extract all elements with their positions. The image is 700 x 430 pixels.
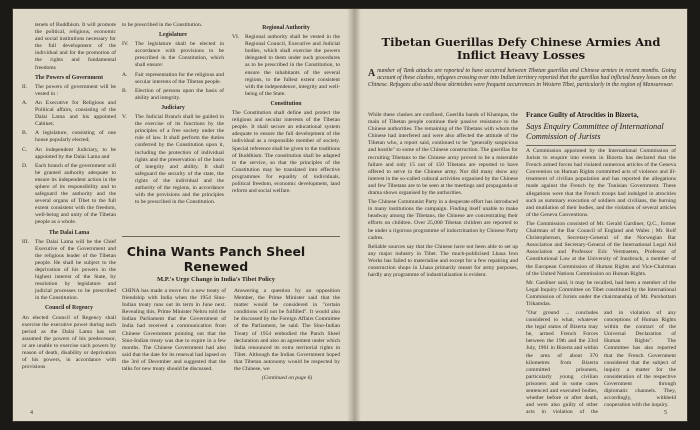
paragraph: The Chinese Communist Party in a desperate effort has introduced in many institutions the campaign. Finding itself unable to make headway among the Tibetans, the Chinese are concentrating their efforts on children. Over 25,000 Tibetan children are reported to be under a rigorous programme of indoctrination by Chinese Party cadres.	[368, 199, 518, 241]
item-number: VI.	[232, 34, 240, 41]
divider-rule	[122, 236, 340, 237]
item-number: V.	[122, 114, 127, 121]
item-text: The powers of government will be vested in :	[35, 83, 116, 97]
guerillas-lead	[368, 68, 676, 89]
section-heading-regency: Council of Regency	[45, 305, 93, 312]
item-number: B.	[22, 130, 28, 137]
item-number: B.	[122, 87, 128, 94]
clause	[22, 100, 116, 128]
panch-sheel-col-a	[122, 288, 226, 408]
clause	[122, 114, 224, 206]
item-text: The Dalai Lama will be the Chief Executive of the Government and the religious leader of the Tibetan people. He shall be subject to the deprivation of his powers in the highest interest of the State, by resolution by legislature and judicial processes to be prescribed in the Constitution.	[35, 238, 116, 302]
item-number: IV.	[122, 41, 129, 48]
item-text: tenets of Buddhism. It will promote the political, religious, economic and social institutions necessary for the full development of the individual and for the promotion of the rights and fundamental freedoms	[35, 22, 116, 71]
col2-top-text: to be prescribed in the Constitution.	[122, 22, 203, 28]
france-text-a: "Our ground ... concludes considered to what, whatever the legal status of Bizerta may be, armed French Forces between the 19th and the 23rd July, 1961 in Bizerta and within the area of about 370 kilometres from Bizerta committed prisoners, particularly young civilian prisoners and in some cases sentenced and executed bodies, whether before or after death, and were also guilty of other acts in violation of the	[526, 310, 598, 414]
clause	[22, 22, 116, 72]
section-heading-judiciary: Judiciary	[161, 104, 185, 111]
panch-sheel-text-b: Answering a question by an opposition Member, the Prime Minister said that the matter would be considered in "certain conditions will not be fulfilled". It would also be discussed by the Foreign Affairs Committee of the Parliament, he said. The Sino-Indian Treaty of 1954 embodied the Panch Sheel declaration and also an agreement under which India renounced its extra territorial rights in Tibet. Although the Indian Government hoped that Tibetan autonomy would be respected by the Chinese, we	[234, 288, 340, 373]
clause	[122, 41, 224, 69]
left-column-1	[22, 22, 116, 382]
section-heading-legislature: Legislature	[159, 32, 187, 39]
item-number: III.	[22, 238, 29, 245]
item-text: An independent Judiciary, to be appointed by the Dalai Lama and	[35, 146, 116, 160]
continued-note: (Continued on page 6)	[261, 375, 313, 382]
france-rule	[526, 145, 676, 146]
guerillas-body	[368, 112, 518, 412]
paragraph: Reliable sources say that the Chinese have not been able to set up any major industry in Tibet. The much-publicised Lhasa Iron Works has failed to materialise and except for a few repairing and construction shops in Lhasa primarily meant for army purposes, hardly any programme of industrialisation is evident.	[368, 243, 518, 279]
panch-sheel-text-a: CHINA has made a move for a new treaty of friendship with India when the 1954 Sino-Indian treaty runs out its term in June next. Revealing this, Prime Minister Nehru told the Indian Parliament that the Government of India had received a communication from Chinese Government pointing out that the Sino-Indian treaty was due to expire in a few months. The Chinese Government had also said that the date for its renewal had lapsed on the 3rd of December and suggested that the talks for new treaty should be discussed.	[122, 288, 226, 373]
left-column-3	[232, 22, 340, 230]
france-body	[526, 148, 676, 310]
item-number: A.	[22, 99, 28, 106]
france-col-a	[526, 310, 598, 414]
section-heading-constitution: Constitution	[270, 100, 302, 107]
item-number	[22, 22, 32, 72]
page-number-left: 4	[30, 410, 33, 416]
item-text: A legislature, consisting of one house popularly elected;	[35, 130, 116, 144]
item-text: Fair representation for the religious and secular interests of the Tibetan people.	[135, 71, 224, 85]
clause	[232, 34, 340, 98]
item-number: D.	[22, 162, 28, 169]
panch-sheel-col-b	[234, 288, 340, 408]
page-number-right: 5	[664, 410, 667, 416]
clause	[22, 163, 116, 227]
guerillas-headline: Tibetan Guerillas Defy Chinese Armies And Inflict Heavy Losses	[381, 35, 661, 62]
item-text: An Executive for Religious and Political affairs, consisting of the Dalai Lama and his appointed Cabinet;	[35, 99, 116, 128]
section-heading-powers: The Powers of Government	[34, 74, 104, 81]
left-column-2	[122, 22, 224, 230]
france-subheadline: Says Enquiry Committee of International Commission of Jurists	[526, 122, 664, 141]
france-headline: France Guilty of Atrocities in Bizerta,	[526, 111, 639, 119]
clause	[22, 147, 116, 161]
item-number: A.	[122, 71, 128, 78]
paragraph: The Commission consisted of Mr. Gerald Gardiner, Q.C., former Chairman of the Bar Council of England and Wales ; Mr. Rolf Christophersen, Secretary-General of the Norwegian Bar Association and Secretary-General of the International Legal Aid Association and Professor Eric Verstraeten, Professor of Constitutional Law at the University of Innsbruck, a member of the European Commission of Human Rights and Vice-Chairman of the United Nations Commission on Human Rights.	[526, 220, 676, 277]
item-text: Each branch of the government will be granted authority adequate to ensure its independent action in the sphere of its responsibility and to safeguard the authority and the several organs of Tibet to the full extent consistent with the freedom, well-being and unity of the Tibetan people as a whole.	[35, 162, 116, 226]
france-text-b: and in violation of any conceptions of Human Rights within the contract of the Universal Declaration of Human Rights". The Committee has also reported that the French Government considered that the subject of inquiry a matter for the consideration of the respective Government through diplomatic channels. They, accordingly, withheld cooperation with the inquiry.	[604, 310, 676, 409]
item-number: II.	[22, 83, 28, 90]
item-text: Election of persons upon the basis of ability and integrity.	[135, 87, 224, 101]
item-number: C.	[22, 146, 28, 153]
magazine-spread	[12, 8, 688, 422]
drop-cap: A	[368, 68, 376, 79]
item-text: The Judicial Branch shall be guided in the exercise of its functions by the principles of a free society under the rule of law. It shall perform the duties conferred by the Constitution upon it, including the protection of individual rights and the preservation of the basis of integrity and ability. It shall safeguard the security of the state, the rights of the individual and the authority of the regions, in accordance with the provisions and the principles to be prescribed in the Constitution.	[135, 114, 224, 206]
paragraph: A Commission appointed by the International Commission of Jurists to enquire into events in Bizerta has declared that the French armed forces had violated numerous articles of the Geneva Convention on Human Rights committed acts of violence and ill-treatment of civilian population and has reported the allegations made against the French by the Tunisian Government. These allegations were that the French troops had indulged in atrocities such as summary execution of soldiers and civilians, the burning and mutilation of their bodies, and the violation of several articles of the Geneva Conventions.	[526, 148, 676, 218]
section-heading-regional: Regional Authority	[262, 25, 310, 31]
paragraph: Mr. Gardiner said, it may be recalled, had been a member of the Legal Inquiry Committee on Tibet constituted by the International Commission of Jurists under the chairmanship of Mr. Purshottam Trikamdas.	[526, 279, 676, 307]
section-heading-dalai-lama: The Dalai Lama	[48, 229, 90, 236]
panch-sheel-headline: China Wants Panch Sheel Renewed	[126, 244, 306, 274]
clause	[22, 84, 116, 98]
left-page	[12, 8, 354, 422]
right-page	[354, 8, 688, 422]
regency-text: An elected Council of Regency shall exercise the executive power during such period as the Dalai Lama has not assumed the powers of his predecessor, or are unable to exercise such powers by reason of death, disability or deprivation of his powers, in accordance with provisions	[22, 314, 116, 371]
lead-text: number of Tank attacks are reported to have occurred between Tibetan guerillas and Chinese armies in recent months. Going account of these clashes, refugees crossing over into Indian territory reported that the guerillas had inflicted heavy losses on the Chinese. Refugees also said those skirmishes were frequent occurrences in Western Tibet, particularly in the region of Mansarowar.	[368, 68, 676, 88]
item-text: Regional authority shall be vested in the Regional Council, Executive and Judicial bodies, which shall exercise the powers delegated to them under such procedures as to be prescribed in the Constitution, to ensure the inhabitants of the several regions, to the fullest extent consistent with the independence, integrity and well-being of the State.	[245, 34, 340, 97]
paragraph: While these clashes are confined, Guerilla bands of Khampas, the main of Tibetan people continue their passive resistance to the Chinese authorities. The remaining of the Tibetans with whom the Chinese had interfered and were also affected the attitude of the Tibetan who, a report said, continued to be "generally suspicious and hostile" to some of the Chinese construction. The guerillas for recruiting Tibetans to the Chinese army proved to be a miserable failure and only 15 out of 150 Tibetans are reported to have offered to serve in the Chinese army. Nor did many show any interest in the so-called cultural activities organised by the Chinese and few Tibetans are to be seen at the meetings and propaganda or drama shows organised by the authorities.	[368, 112, 518, 197]
constitution-text: The Constitution shall define and protect the religious and secular interests of the Tibetan people. It shall secure an educational system adequate to ensure the full development of the individual as a responsible member of society. Special reference shall be given to the traditions of Buddhism. The constitution shall be adapted to the service, so that the principles of the Constitution may be translated into effective programmes for equality of individuals, political freedom, economic development, land reform and social welfare.	[232, 110, 340, 195]
clause	[122, 88, 224, 102]
clause	[22, 130, 116, 144]
item-text: The legislature shall be elected in accordance with provisions to be prescribed in the Constitution, which shall ensure:	[135, 41, 224, 69]
clause	[122, 72, 224, 86]
france-col-b	[604, 310, 676, 414]
panch-sheel-subhead: M.P.'s Urge Change in India's Tibet Policy	[157, 276, 275, 283]
